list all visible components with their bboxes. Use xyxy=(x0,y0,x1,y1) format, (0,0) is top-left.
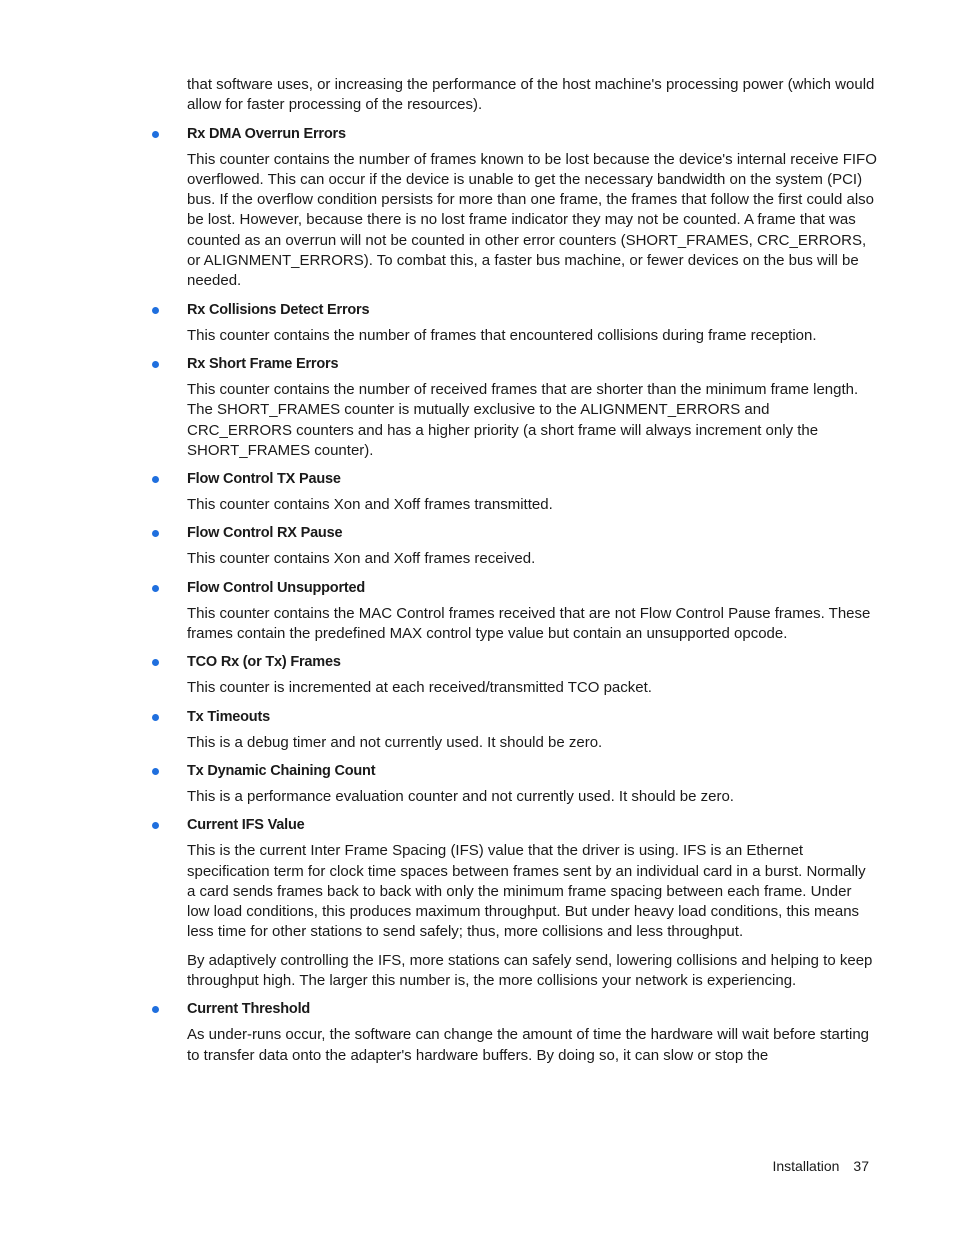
item-description: This counter contains the number of frames that encountered collisions during frame reception. xyxy=(187,326,817,344)
item-title-text: Rx Short Frame Errors xyxy=(187,355,339,372)
item-title-text: Current IFS Value xyxy=(187,817,305,834)
item-description: As under-runs occur, the software can change the amount of time the hardware will wait before starting to transfer data onto the adapter's hardware buffers. By doing so, it can slow or stop the xyxy=(187,1026,870,1064)
list-item xyxy=(187,578,877,645)
bullet-icon xyxy=(152,530,159,537)
footer-section: Installation xyxy=(772,1158,840,1174)
list-item xyxy=(187,469,877,515)
item-title-text: TCO Rx (or Tx) Frames xyxy=(187,654,341,671)
bullet-icon xyxy=(152,307,159,314)
item-title-text: Flow Control RX Pause xyxy=(187,525,343,542)
item-title-text: Flow Control TX Pause xyxy=(187,471,341,488)
item-title-text: Flow Control Unsupported xyxy=(187,579,366,596)
list-item xyxy=(187,999,877,1066)
list-item xyxy=(187,761,877,807)
bullet-icon xyxy=(152,822,159,829)
bullet-icon xyxy=(152,714,159,721)
item-description: This counter contains Xon and Xoff frames received. xyxy=(187,550,536,568)
item-description: This is the current Inter Frame Spacing (IFS) value that the driver is using. IFS is an Ethernet specification term for clock time spaces between frames sent by an individual card in a burst. Normally a card sends frames back to back with only the minimum frame spacing between each frame. Under low load conditions, this produces maximum throughput. But under heavy load conditions, this means less time for other stations to send safely; thus, more collisions and less throughput. xyxy=(187,842,866,941)
item-title xyxy=(187,469,877,489)
item-title xyxy=(187,578,877,598)
page-content xyxy=(187,75,877,1074)
item-description: This counter contains Xon and Xoff frames transmitted. xyxy=(187,496,553,514)
item-description: This counter contains the number of frames known to be lost because the device's internal receive FIFO overflowed. This can occur if the device is unable to get the necessary bandwidth on the system (PCI) bus. If the overflow condition persists for more than one frame, the frames that follow the first could also be lost. However, because there is no lost frame indicator they may not be counted. A frame that was counted as an overrun will not be counted in other error counters (SHORT_FRAMES, CRC_ERRORS, or ALIGNMENT_ERRORS). To combat this, a faster bus machine, or fewer devices on the bus will be needed. xyxy=(187,150,877,290)
item-description: By adaptively controlling the IFS, more stations can safely send, lowering collisions and helping to keep throughput high. The larger this number is, the more collisions your network is experiencing. xyxy=(187,951,873,990)
item-title-text: Rx Collisions Detect Errors xyxy=(187,301,370,318)
bullet-icon xyxy=(152,476,159,483)
item-description: This is a debug timer and not currently used. It should be zero. xyxy=(187,733,603,751)
item-title xyxy=(187,815,877,835)
item-title xyxy=(187,523,877,543)
item-title xyxy=(187,124,877,144)
bullet-icon xyxy=(152,659,159,666)
item-title-text: Tx Dynamic Chaining Count xyxy=(187,762,376,779)
bullet-icon xyxy=(152,1006,159,1013)
item-title xyxy=(187,300,877,320)
item-title xyxy=(187,707,877,727)
list-item xyxy=(187,124,877,292)
item-title xyxy=(187,652,877,672)
list-item xyxy=(187,300,877,346)
item-title xyxy=(187,761,877,781)
item-title-text: Current Threshold xyxy=(187,1001,311,1018)
bullet-icon xyxy=(152,585,159,592)
item-description: This counter contains the MAC Control frames received that are not Flow Control Pause frames. These frames contain the predefined MAX control type value but contain an unsupported opcode. xyxy=(187,604,871,643)
bullet-icon xyxy=(152,768,159,775)
bullet-icon xyxy=(152,131,159,138)
page-footer xyxy=(772,1158,869,1174)
item-title-text: Rx DMA Overrun Errors xyxy=(187,125,346,142)
bullet-list xyxy=(187,124,877,1066)
list-item xyxy=(187,523,877,569)
bullet-icon xyxy=(152,361,159,368)
list-item xyxy=(187,354,877,461)
intro-paragraph: that software uses, or increasing the performance of the host machine's processing power (which would allow for faster processing of the resources). xyxy=(187,76,875,114)
item-title xyxy=(187,354,877,374)
item-description: This counter contains the number of received frames that are shorter than the minimum frame length. The SHORT_FRAMES counter is mutually exclusive to the ALIGNMENT_ERRORS and CRC_ERRORS counters and has a higher priority (a short frame will always increment only the SHORT_FRAMES counter). xyxy=(187,380,859,459)
list-item xyxy=(187,652,877,698)
item-description: This is a performance evaluation counter and not currently used. It should be zero. xyxy=(187,787,734,805)
item-title-text: Tx Timeouts xyxy=(187,708,270,725)
page-number: 37 xyxy=(853,1158,869,1174)
list-item xyxy=(187,815,877,991)
list-item xyxy=(187,707,877,753)
item-title xyxy=(187,999,877,1019)
item-description: This counter is incremented at each received/transmitted TCO packet. xyxy=(187,679,652,697)
